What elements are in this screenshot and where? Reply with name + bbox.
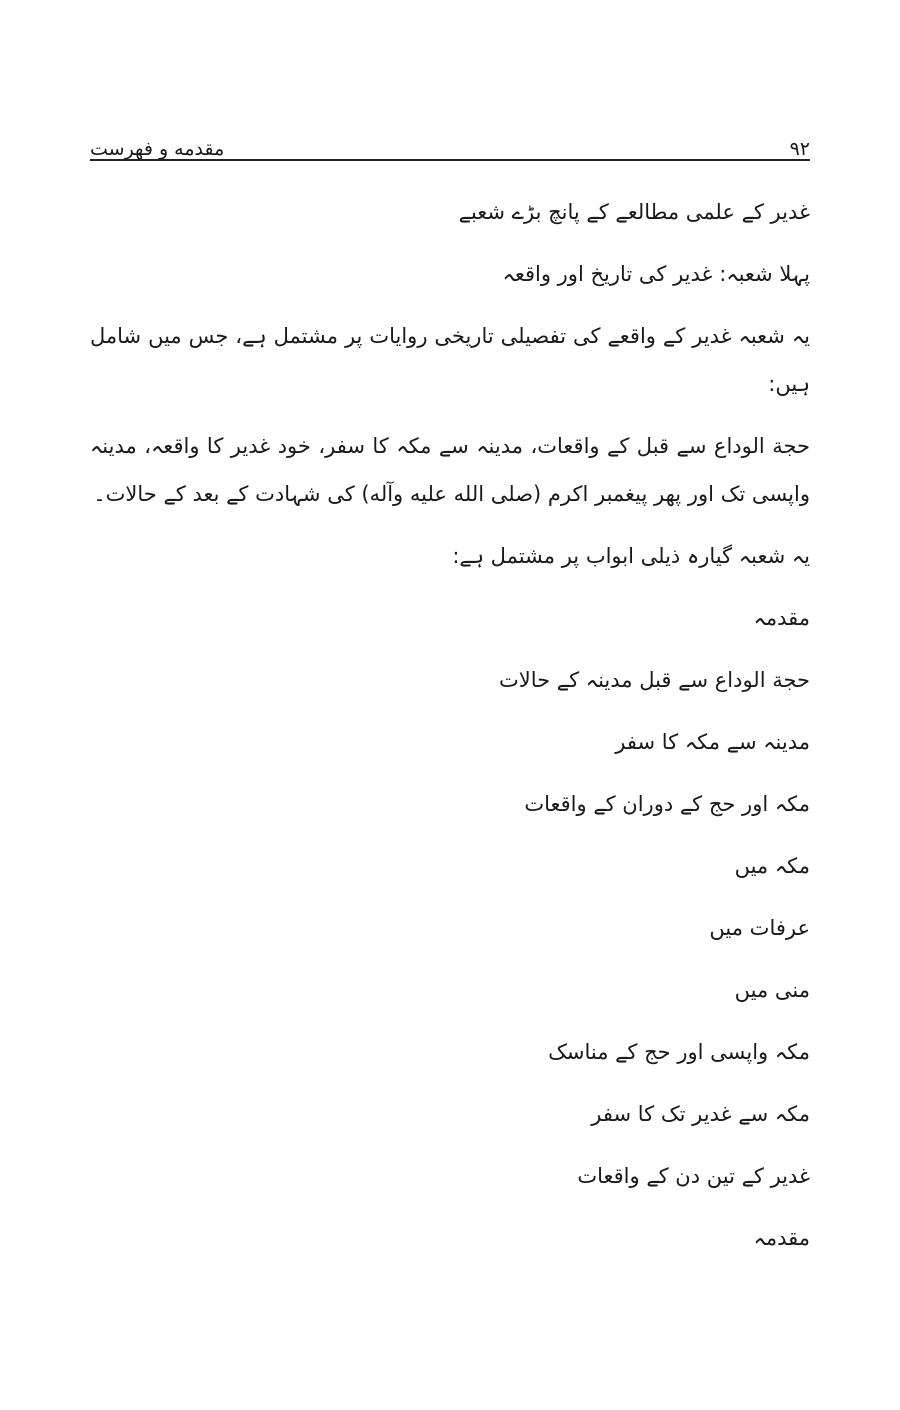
chapter-item: مکہ سے غدیر تک کا سفر <box>591 1102 810 1126</box>
chapter-item: مکہ اور حج کے دوران کے واقعات <box>524 792 810 816</box>
section-title: پہلا شعبہ: غدیر کی تاریخ اور واقعہ <box>502 262 810 286</box>
header-divider <box>90 159 810 161</box>
chapter-item: مقدمہ <box>753 1226 810 1250</box>
chapter-list <box>90 594 810 1262</box>
page-body <box>90 188 810 1276</box>
page-number: ۹۲ <box>789 138 810 160</box>
chapter-item: مکہ میں <box>734 854 810 878</box>
description-paragraph: حجة الوداع سے قبل کے واقعات، مدینہ سے مکہ کا سفر، خود غدیر کا واقعہ، مدینہ واپسی تک اور پھر پیغمبر اکرم (صلی الله علیه وآله) کی شہادت کے بعد کے حالات۔ <box>90 434 810 506</box>
chapter-item: مکہ واپسی اور حج کے مناسک <box>548 1040 810 1064</box>
intro-paragraph: یہ شعبہ غدیر کے واقعے کی تفصیلی تاریخی روایات پر مشتمل ہے، جس میں شامل ہیں: <box>90 324 810 396</box>
chapter-item: مقدمہ <box>753 606 810 630</box>
running-title: مقدمه و فهرست <box>90 138 225 160</box>
chapter-item: غدیر کے تین دن کے واقعات <box>577 1164 810 1188</box>
section-heading: غدیر کے علمی مطالعے کے پانچ بڑے شعبے <box>458 200 810 224</box>
chapter-item: مدینہ سے مکہ کا سفر <box>615 730 810 754</box>
page-header <box>90 128 810 160</box>
chapters-intro: یہ شعبہ گیارہ ذیلی ابواب پر مشتمل ہے: <box>452 544 810 568</box>
chapter-item: حجة الوداع سے قبل مدینہ کے حالات <box>498 668 810 692</box>
chapter-item: منی میں <box>734 978 810 1002</box>
chapter-item: عرفات میں <box>709 916 810 940</box>
